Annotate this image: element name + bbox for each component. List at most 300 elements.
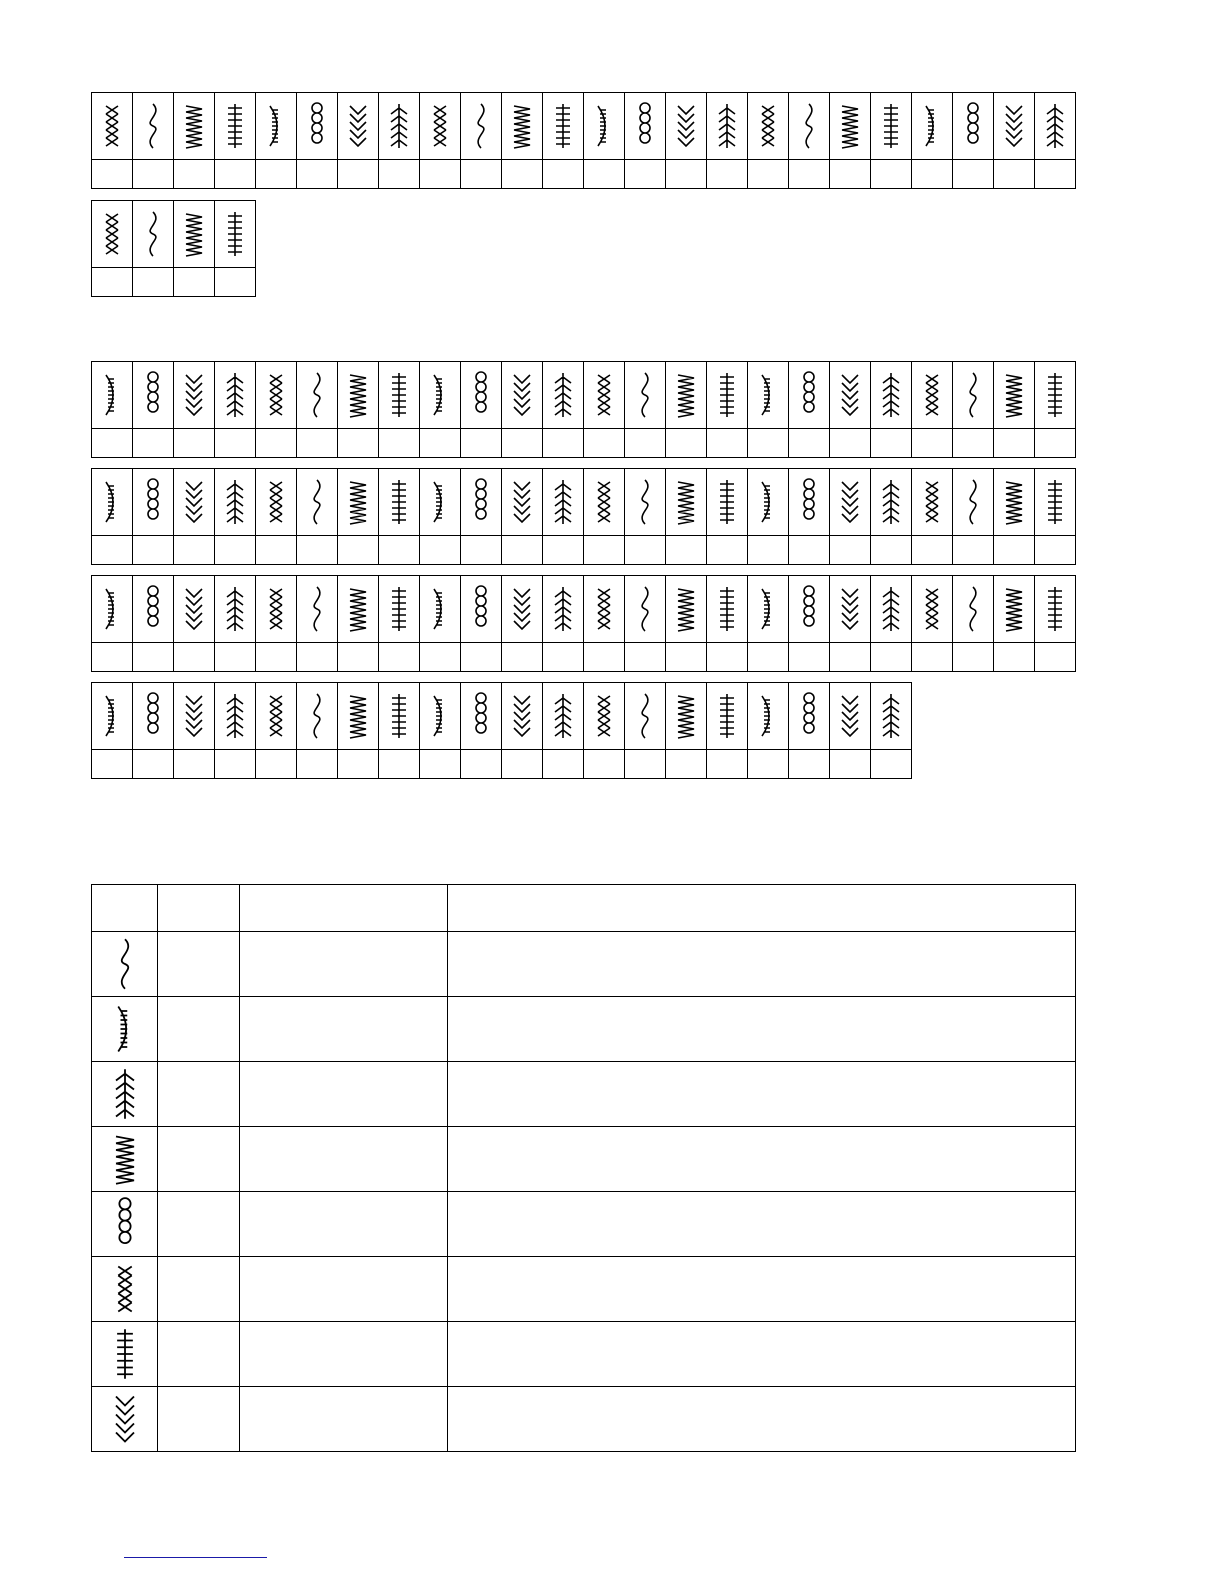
cross-zigzag-2-icon [305,101,329,151]
stitch-number-cell [502,643,543,672]
ant-icon [346,691,370,741]
ladder-comb-icon [510,101,534,151]
stitch-cell[interactable] [133,362,174,429]
comb-steps-icon [1002,370,1026,420]
cross-stair-icon [387,101,411,151]
stitch-cell[interactable] [174,201,215,268]
stitch-number-cell [338,429,379,458]
stitch-number-cell [92,643,133,672]
stitch-cell[interactable] [420,362,461,429]
stitch-number-cell [338,643,379,672]
fringe-column-icon [961,584,985,634]
stitch-cell[interactable] [625,469,666,536]
stitch-number-cell [174,643,215,672]
stitch-cell[interactable] [379,576,420,643]
stitch-cell[interactable] [994,93,1035,160]
stitch-cell[interactable] [379,683,420,750]
stitch-number-cell [543,750,584,779]
stitch-cell[interactable] [297,93,338,160]
stitch-number-cell [666,536,707,565]
grape-cluster-icon [182,584,206,634]
stitch-cell[interactable] [256,93,297,160]
slant-zigzag-icon [838,101,862,151]
stitch-number-cell [215,643,256,672]
stitch-cell[interactable] [92,201,133,268]
stitch-cell[interactable] [502,576,543,643]
stitch-cell[interactable] [133,93,174,160]
blanket-stitch-icon [110,937,140,991]
stitch-number-cell [174,268,215,297]
stitch-cell[interactable] [789,362,830,429]
stitch-number-cell [215,268,256,297]
stitch-cell[interactable] [1035,93,1076,160]
scallop-triple-icon [182,370,206,420]
stitch-number-cell [912,160,953,189]
stitch-name-cell [240,1127,448,1192]
stitch-cell[interactable] [379,469,420,536]
stitch-cell[interactable] [297,576,338,643]
scallop-icon [100,370,124,420]
daisy-column-icon [100,209,124,259]
stitch-cell[interactable] [953,362,994,429]
stitch-cell[interactable] [1035,469,1076,536]
stitch-number-cell [543,536,584,565]
chevron-right-2-icon [510,370,534,420]
stitch-number-cell [543,160,584,189]
stitch-cell[interactable] [625,576,666,643]
vine-leaf-icon [182,477,206,527]
stitch-cell[interactable] [297,469,338,536]
stitch-cell[interactable] [953,576,994,643]
stitch-cell[interactable] [912,93,953,160]
s-wave-icon [674,584,698,634]
stitch-symbol-cell [92,1062,158,1127]
stitch-cell[interactable] [256,576,297,643]
crosshatch-icon [223,101,247,151]
stitch-cell[interactable] [748,576,789,643]
stitch-name-cell [240,1257,448,1322]
stitch-number-cell [158,1127,240,1192]
stitch-cell[interactable] [830,362,871,429]
satin-block-icon [264,101,288,151]
stitch-cell[interactable] [789,469,830,536]
stitch-cell[interactable] [338,576,379,643]
flower-chain-icon [551,477,575,527]
loops-icon [141,477,165,527]
stitch-cell[interactable] [174,362,215,429]
chevron-satin-icon [961,101,985,151]
fish-icon [387,691,411,741]
stitch-number-cell [461,643,502,672]
stitch-number-cell [502,160,543,189]
stitch-cell[interactable] [215,683,256,750]
stitch-cell[interactable] [502,683,543,750]
stitch-cell[interactable] [748,469,789,536]
stitch-cell[interactable] [789,683,830,750]
comb-icon [469,101,493,151]
stitch-number-cell [92,429,133,458]
stitch-cell[interactable] [502,93,543,160]
stitch-number-cell [584,160,625,189]
flower-bud-icon [879,584,903,634]
figure-eight-box-icon [223,209,247,259]
stitch-cell[interactable] [789,93,830,160]
heart-double-icon [1043,584,1067,634]
stitch-cell[interactable] [748,362,789,429]
stitch-reference-table [91,884,1076,1452]
cross-stitch-icon [100,101,124,151]
stitch-number-cell [625,429,666,458]
stitch-cell[interactable] [871,362,912,429]
stitch-cell[interactable] [133,469,174,536]
stitch-cell[interactable] [338,362,379,429]
stitch-cell[interactable] [748,683,789,750]
stitch-number-cell [379,643,420,672]
stitch-cell[interactable] [215,576,256,643]
stitch-number-cell [158,1257,240,1322]
stitch-cell[interactable] [174,683,215,750]
stitch-cell[interactable] [871,576,912,643]
car-icon [510,691,534,741]
stitch-number-cell [830,536,871,565]
spiral-icon [756,584,780,634]
pear-icon [469,691,493,741]
stitch-cell[interactable] [133,576,174,643]
stitch-number-cell [707,750,748,779]
stitch-cell[interactable] [256,683,297,750]
bracket-icon [305,370,329,420]
satin-column-icon [100,584,124,634]
tulip-icon [469,477,493,527]
stitch-number-cell [461,160,502,189]
stitch-number-cell [133,536,174,565]
stitch-cell[interactable] [584,362,625,429]
leaf-satin-icon [633,584,657,634]
leaf-spray-icon [305,477,329,527]
stitch-number-cell [666,429,707,458]
stitch-cell[interactable] [707,683,748,750]
stitch-grid-row [91,92,1076,189]
stitch-cell[interactable] [912,469,953,536]
stitch-cell[interactable] [953,469,994,536]
stitch-cell[interactable] [994,469,1035,536]
stitch-number-cell [379,160,420,189]
stitch-cell[interactable] [871,93,912,160]
stitch-number-cell [92,160,133,189]
stitch-number-cell [297,160,338,189]
stitch-number-cell [953,643,994,672]
stitch-cell[interactable] [666,93,707,160]
stitch-cell[interactable] [379,362,420,429]
ladder-icon [428,101,452,151]
stitch-cell[interactable] [707,576,748,643]
stitch-number-cell [1035,643,1076,672]
stitch-cell[interactable] [92,683,133,750]
stitch-cell[interactable] [461,683,502,750]
curl-stem-icon [510,584,534,634]
stitch-number-cell [830,643,871,672]
stitch-name-cell [240,932,448,997]
stitch-cell[interactable] [912,576,953,643]
flower-ornament-icon [715,584,739,634]
stitch-number-cell [584,536,625,565]
stitch-name-cell [240,1387,448,1452]
stitch-cell[interactable] [420,469,461,536]
satin-bracket-icon [428,370,452,420]
header-number [158,885,240,932]
table-header-row [92,885,1076,932]
stitch-cell[interactable] [420,93,461,160]
table-row [92,997,1076,1062]
stitch-symbol-cell [92,1387,158,1452]
stitch-cell[interactable] [461,469,502,536]
stitch-cell[interactable] [625,683,666,750]
stitch-grid-row [91,682,912,779]
stitch-number-cell [1035,536,1076,565]
stitch-cell[interactable] [297,683,338,750]
stitch-number-cell [92,750,133,779]
stitch-number-cell [871,429,912,458]
stitch-cell[interactable] [912,362,953,429]
hourglass-satin-icon [592,370,616,420]
stitch-number-cell [174,429,215,458]
stitch-cell[interactable] [543,93,584,160]
arrow-down-icon [879,101,903,151]
snowflake-cross-icon [1043,370,1067,420]
stitch-number-cell [215,750,256,779]
stitch-grid-row [91,575,1076,672]
stitch-cell[interactable] [92,362,133,429]
stitch-number-cell [625,750,666,779]
stitch-number-cell [1035,160,1076,189]
triple-zigzag-icon [110,1262,140,1316]
stitch-cell[interactable] [338,683,379,750]
stitch-number-cell [789,160,830,189]
fringe-double-icon [961,370,985,420]
stitch-number-cell [133,643,174,672]
stitch-number-cell [748,536,789,565]
stitch-cell[interactable] [584,469,625,536]
stitch-cell[interactable] [871,469,912,536]
stitch-number-cell [871,643,912,672]
stitch-number-cell [748,643,789,672]
house-icon [551,691,575,741]
stitch-number-cell [256,643,297,672]
circles-icon [756,477,780,527]
stitch-number-cell [871,750,912,779]
stitch-cell[interactable] [789,576,830,643]
triangle-fan-icon [1043,101,1067,151]
satin-wave-icon [141,584,165,634]
table-row [92,1387,1076,1452]
stitch-number-cell [133,160,174,189]
table-row [92,1192,1076,1257]
sprout-icon [674,477,698,527]
stitch-cell[interactable] [256,469,297,536]
stitch-cell[interactable] [92,576,133,643]
turtle-icon [264,691,288,741]
arrowheads-icon [305,584,329,634]
stitch-cell[interactable] [1035,576,1076,643]
header-name [240,885,448,932]
daisy-diagonal-icon [141,209,165,259]
stitch-cell[interactable] [92,469,133,536]
star-cross-icon [110,1197,140,1251]
stitch-cell[interactable] [338,469,379,536]
stitch-number-cell [953,536,994,565]
stitch-grid-row [91,200,256,297]
rope-icon [1043,477,1067,527]
stitch-number-cell [789,536,830,565]
stitch-number-cell [666,643,707,672]
stitch-cell[interactable] [420,576,461,643]
stitch-cell[interactable] [994,362,1035,429]
stitch-number-cell [174,536,215,565]
stitch-cell[interactable] [420,683,461,750]
stitch-number-cell [420,536,461,565]
table-row [92,932,1076,997]
stitch-cell[interactable] [830,469,871,536]
hourglass-icon [756,691,780,741]
stitch-cell[interactable] [215,362,256,429]
stitch-cell[interactable] [502,362,543,429]
stitch-number-cell [158,997,240,1062]
stitch-cell[interactable] [830,683,871,750]
tulip-pair-icon [264,584,288,634]
stitch-number-cell [461,536,502,565]
stitch-cell[interactable] [953,93,994,160]
stitch-cell[interactable] [256,362,297,429]
stitch-cell[interactable] [133,201,174,268]
wheat-icon [551,584,575,634]
stitch-cell[interactable] [502,469,543,536]
stitch-cell[interactable] [1035,362,1076,429]
arrow-up-icon [1002,101,1026,151]
stitch-number-cell [461,750,502,779]
stitch-number-cell [379,429,420,458]
snowflake-icon [1002,477,1026,527]
stitch-cell[interactable] [994,576,1035,643]
stitch-number-cell [297,750,338,779]
stitch-cell[interactable] [174,576,215,643]
strawberry-icon [428,691,452,741]
stitch-number-cell [543,429,584,458]
stitch-cell[interactable] [666,362,707,429]
stitch-description-cell [448,1062,1076,1127]
hearts-icon [110,1327,140,1381]
stitch-cell[interactable] [830,93,871,160]
stitch-number-cell [912,536,953,565]
satin-arc-icon [715,101,739,151]
stitch-cell[interactable] [215,201,256,268]
stitch-cell[interactable] [174,93,215,160]
stitch-cell[interactable] [625,93,666,160]
cross-diamond-icon [141,101,165,151]
stitch-cell[interactable] [543,576,584,643]
stitch-cell[interactable] [830,576,871,643]
stitch-number-cell [174,160,215,189]
stitch-cell[interactable] [625,362,666,429]
stitch-cell[interactable] [666,683,707,750]
stitch-number-cell [256,160,297,189]
stitch-number-cell [707,160,748,189]
stitch-cell[interactable] [297,362,338,429]
bow-icon [141,691,165,741]
stitch-cell[interactable] [666,576,707,643]
stitch-cell[interactable] [707,362,748,429]
stitch-number-cell [748,160,789,189]
scallop-double-icon [141,370,165,420]
fern-icon [264,477,288,527]
stitch-number-cell [789,429,830,458]
stitch-cell[interactable] [707,469,748,536]
arrow-blocks-icon [797,370,821,420]
stitch-description-cell [448,1322,1076,1387]
stitch-cell[interactable] [543,362,584,429]
stitch-cell[interactable] [133,683,174,750]
wave-bracket-icon [346,370,370,420]
stitch-cell[interactable] [871,683,912,750]
stitch-number-cell [133,268,174,297]
stitch-cell[interactable] [707,93,748,160]
stitch-cell[interactable] [584,93,625,160]
stitch-cell[interactable] [543,469,584,536]
column-satin-icon [838,370,862,420]
stitch-cell[interactable] [379,93,420,160]
footer-rule [124,1557,267,1558]
stitch-cell[interactable] [338,93,379,160]
stitch-cell[interactable] [584,576,625,643]
stitch-cell[interactable] [174,469,215,536]
stitch-description-cell [448,1257,1076,1322]
stitch-number-cell [215,429,256,458]
stitch-number-cell [158,1387,240,1452]
stitch-symbol-cell [92,1192,158,1257]
serrated-icon [674,370,698,420]
stitch-number-cell [420,429,461,458]
stitch-symbol-cell [92,1322,158,1387]
stitch-number-cell [158,1322,240,1387]
stitch-number-cell [789,643,830,672]
stitch-cell[interactable] [215,469,256,536]
stitch-number-cell [133,750,174,779]
stitch-name-cell [240,1322,448,1387]
stitch-number-cell [707,536,748,565]
stitch-number-cell [912,429,953,458]
diamond-ornament-icon [797,477,821,527]
asterisk-icon [961,477,985,527]
stitch-cell[interactable] [584,683,625,750]
header-stitch [92,885,158,932]
stitch-cell[interactable] [666,469,707,536]
stitch-number-cell [584,750,625,779]
stitch-cell[interactable] [461,576,502,643]
zigzag-satin-icon [592,101,616,151]
stitch-cell[interactable] [748,93,789,160]
stitch-number-cell [830,750,871,779]
zigzag-bowtie-icon [797,691,821,741]
stitch-cell[interactable] [543,683,584,750]
tree-fringe-icon [110,1392,140,1446]
stitch-number-cell [297,429,338,458]
stitch-cell[interactable] [92,93,133,160]
stitch-cell[interactable] [215,93,256,160]
stitch-cell[interactable] [461,93,502,160]
stitch-number-cell [338,536,379,565]
stitch-cell[interactable] [461,362,502,429]
stitch-number-cell [379,536,420,565]
chain-loops-icon [551,101,575,151]
